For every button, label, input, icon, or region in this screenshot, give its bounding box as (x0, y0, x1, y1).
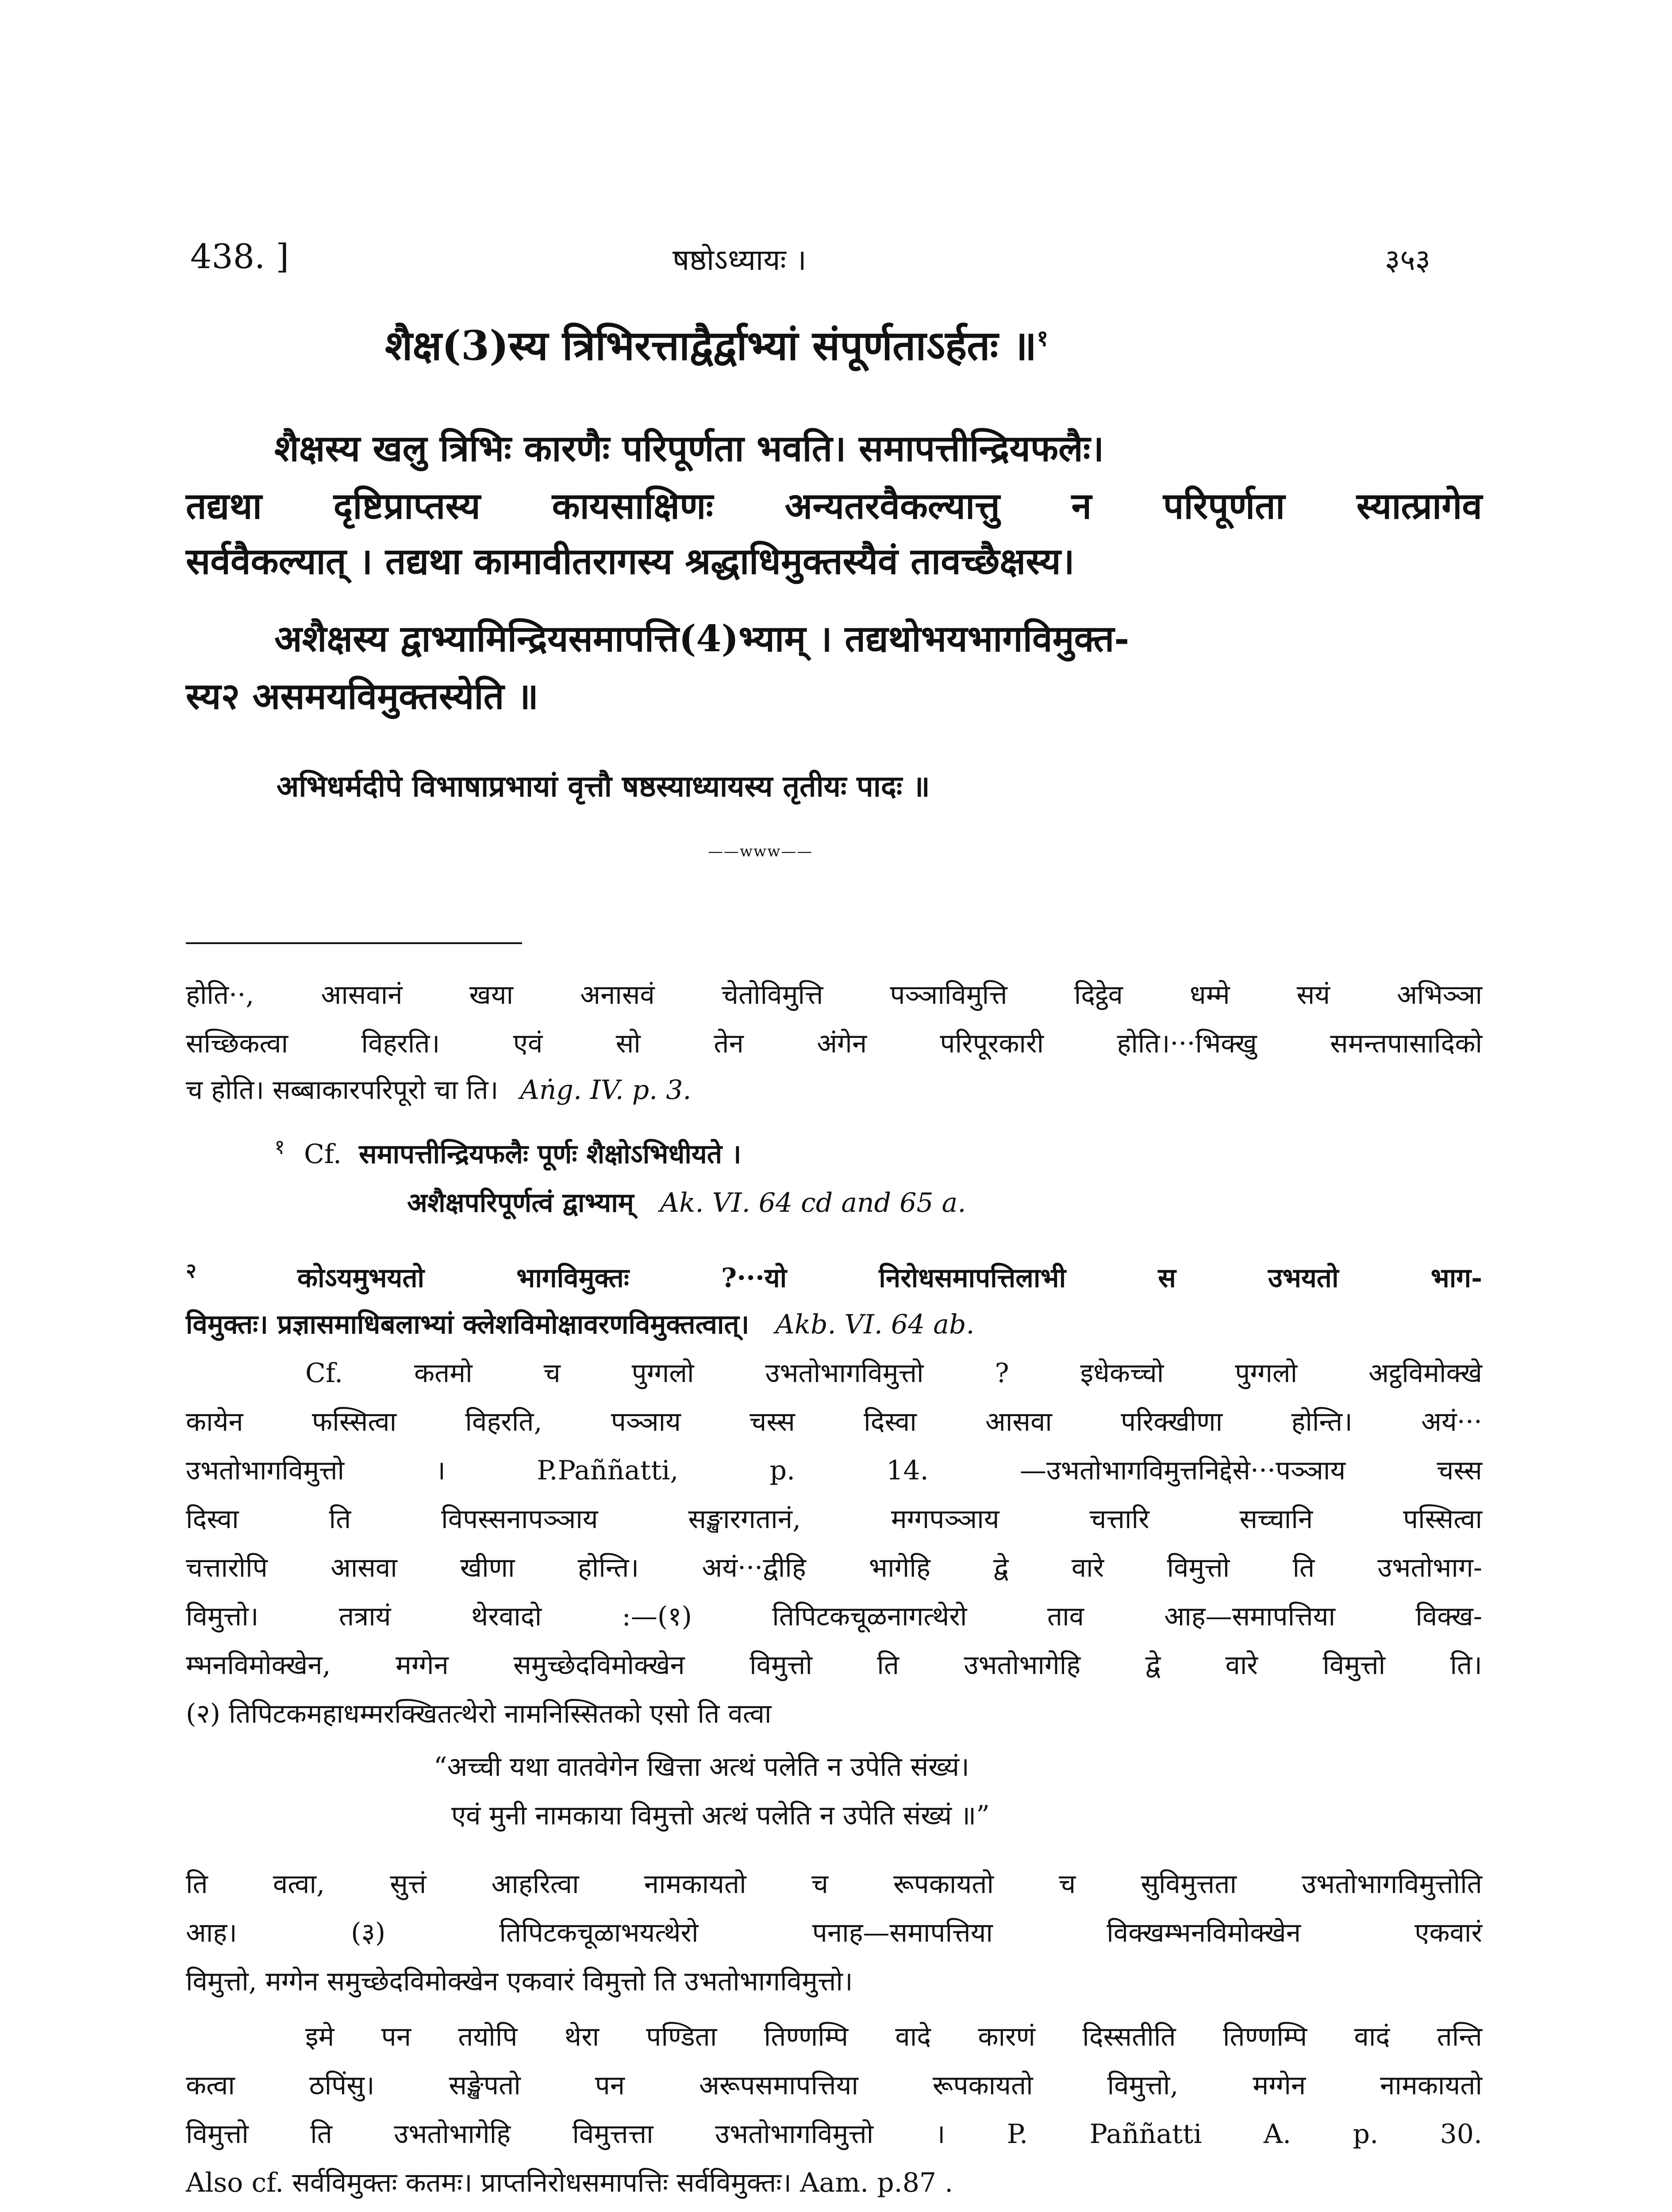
footnote-2-line-2 (186, 1305, 1482, 1341)
commentary-line-5: स्य२ असमयविमुक्तस्येति ॥ (186, 675, 538, 718)
footnote-cont-text: च होति। सब्बाकारपरिपूरो चा ति। (186, 1075, 499, 1106)
pali-line-3: उभतोभागविमुत्तो । P.Paññatti, p. 14. —उभतोभागविमुत्तनिद्देसे···पञ्ञाय चस्स (186, 1455, 1482, 1486)
header-page-number: 438. ] (190, 237, 289, 276)
header-folio: ३५३ (1385, 243, 1430, 277)
pali2-line-5: कत्वा ठपिंसु। सङ्खेपतो पन अरूपसमापत्तिया रूपकायतो विमुत्तो, मग्गेन नामकायतो (186, 2070, 1482, 2101)
section-ornament: ——www—— (708, 843, 813, 860)
reference-anguttara: Aṅg. IV. p. 3. (520, 1075, 692, 1106)
also-cf-line: Also cf. सर्वविमुक्तः कतमः। प्राप्तनिरोधसमापत्तिः सर्वविमुक्तः। Aam. p.87 . (186, 2167, 953, 2198)
pali-line-2: कायेन फस्सित्वा विहरति, पञ्ञाय चस्स दिस्वा आसवा परिक्खीणा होन्ति। अयं··· (186, 1406, 1482, 1437)
footnote-2-reference: Akb. VI. 64 ab. (775, 1309, 975, 1340)
pali2-line-3: विमुत्तो, मग्गेन समुच्छेदविमोक्खेन एकवारं विमुत्तो ति उभतोभागविमुत्तो। (186, 1966, 853, 1997)
chapter-colophon: अभिधर्मदीपे विभाषाप्रभायां वृत्तौ षष्ठस्याध्यायस्य तृतीयः पादः ॥ (277, 769, 930, 803)
pali-line-4: दिस्वा ति विपस्सनापञ्ञाय सङ्खारगतानं, मग्गपञ्ञाय चत्तारि सच्चानि पस्सित्वा (186, 1504, 1482, 1535)
footnote-2-line-1 (186, 1256, 1482, 1295)
footnote-2-mark: २ (186, 1259, 196, 1283)
footnote-1-verse-1: समापत्तीन्द्रियफलैः पूर्णः शैक्षोऽभिधीयते । (359, 1139, 742, 1170)
footnote-1-line-2 (186, 1183, 1482, 1220)
pali2-line-2: आह। (३) तिपिटकचूळाभयत्थेरो पनाह—समापत्तिया विक्खम्भनविमोक्खेन एकवारं (186, 1917, 1482, 1948)
karika-verse-text: शैक्ष(3)स्य त्रिभिरत्ताद्वैर्द्वाभ्यां संपूर्णताऽर्हतः ॥ (385, 322, 1037, 369)
quote-line-2: एवं मुनी नामकाया विमुत्तो अत्थं पलेति न उपेति संख्यं ॥” (451, 1800, 990, 1831)
pali-line-1: Cf. कतमो च पुग्गलो उभतोभागविमुत्तो ? इधेकच्चो पुग्गलो अट्ठविमोक्खे (305, 1358, 1482, 1389)
pali-line-8: (२) तिपिटकमहाधम्मरक्खितत्थेरो नामनिस्सितको एसो ति वत्वा (186, 1698, 772, 1729)
pali2-line-6: विमुत्तो ति उभतोभागेहि विमुत्तत्ता उभतोभागविमुत्तो । P. Paññatti A. p. 30. (186, 2119, 1482, 2150)
footnote-1-cf: Cf. (304, 1139, 342, 1170)
footnote-cont-line-1: होति··, आसवानं खया अनासवं चेतोविमुत्ति पञ्ञाविमुत्ति दिट्ठेव धम्मे सयं अभिञ्ञा (186, 979, 1482, 1010)
pali2-line-1: ति वत्वा, सुत्तं आहरित्वा नामकायतो च रूपकायतो च सुविमुत्तता उभतोभागविमुत्तोति (186, 1869, 1482, 1900)
quote-line-1: “अच्ची यथा वातवेगेन खित्ता अत्थं पलेति न उपेति संख्यं। (434, 1751, 969, 1782)
pali-line-5: चत्तारोपि आसवा खीणा होन्ति। अयं···द्वीहि भागेहि द्वे वारे विमुत्तो ति उभतोभाग- (186, 1552, 1482, 1583)
pali-line-7: म्भनविमोक्खेन, मग्गेन समुच्छेदविमोक्खेन विमुत्तो ति उभतोभागेहि द्वे वारे विमुत्तो ति। (186, 1650, 1482, 1681)
footnote-cont-line-3 (186, 1071, 1482, 1107)
footnote-2-text-1: कोऽयमुभयतो भागविमुक्तः ?···यो निरोधसमापत्तिलाभी स उभयतो भाग- (297, 1263, 1482, 1294)
commentary-line-2: तद्यथा दृष्टिप्राप्तस्य कायसाक्षिणः अन्यतरवैकल्यात्तु न परिपूर्णता स्यात्प्रागेव (186, 485, 1482, 527)
header-chapter-title: षष्ठोऽध्यायः । (673, 243, 807, 277)
footnote-marker-1: १ (1037, 325, 1049, 351)
footnote-cont-line-2: सच्छिकत्वा विहरति। एवं सो तेन अंगेन परिपूरकारी होति।···भिक्खु समन्तपासादिको (186, 1028, 1482, 1059)
commentary-line-4: अशैक्षस्य द्वाभ्यामिन्द्रियसमापत्ति(4)भ्याम् । तद्यथोभयभागविमुक्त- (274, 618, 1130, 660)
pali2-line-4: इमे पन तयोपि थेरा पण्डिता तिण्णम्पि वादे कारणं दिस्सतीति तिण्णम्पि वादं तन्ति (305, 2021, 1482, 2052)
footnote-1-reference: Ak. VI. 64 cd and 65 a. (660, 1187, 966, 1218)
footnote-1-verse-2: अशैक्षपरिपूर्णत्वं द्वाभ्याम् (407, 1187, 634, 1218)
pali-line-6: विमुत्तो। तत्रायं थेरवादो :—(१) तिपिटकचूळनागत्थेरो ताव आह—समापत्तिया विक्ख- (186, 1601, 1482, 1632)
footnote-divider (186, 942, 522, 944)
commentary-line-1: शैक्षस्य खलु त्रिभिः कारणैः परिपूर्णता भवति। समापत्तीन्द्रियफलैः। (274, 427, 1104, 470)
footnote-2-text-2: विमुक्तः। प्रज्ञासमाधिबलाभ्यां क्लेशविमोक्षावरणविमुक्तत्वात्। (186, 1309, 750, 1340)
commentary-line-3: सर्ववैकल्यात् । तद्यथा कामावीतरागस्य श्रद्धाधिमुक्तस्यैवं तावच्छैक्षस्य। (186, 540, 1075, 583)
footnote-1-mark: १ (274, 1135, 285, 1159)
footnote-1-line-1 (186, 1133, 1482, 1171)
karika-verse (385, 316, 1048, 372)
